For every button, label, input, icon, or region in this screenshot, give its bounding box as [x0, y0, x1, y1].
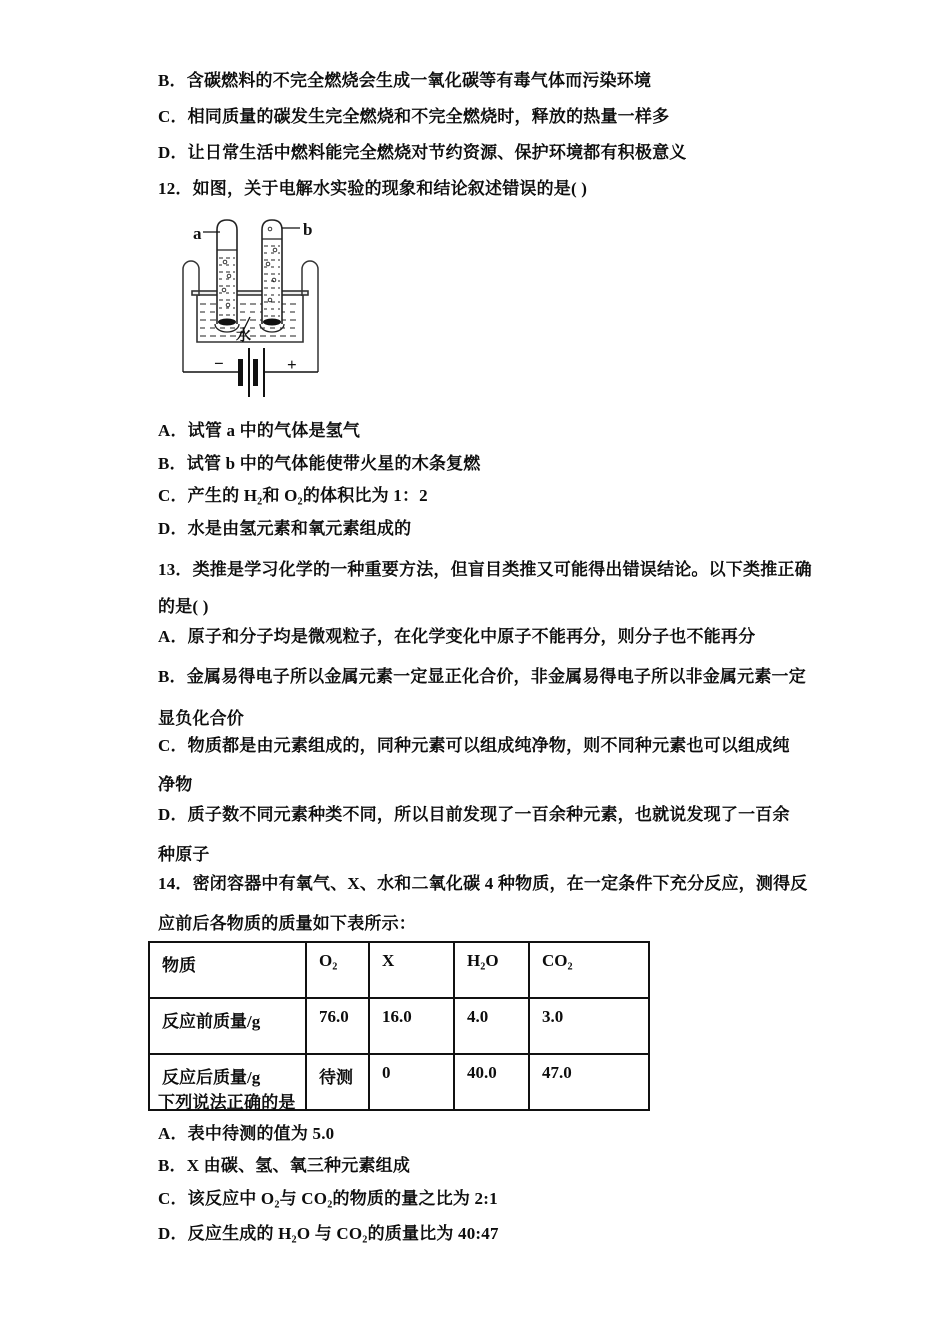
electrolysis-diagram [170, 212, 330, 407]
mass-table [148, 941, 650, 1111]
header-co2: CO₂ [529, 942, 649, 998]
q12-stem: 12．如图，关于电解水实验的现象和结论叙述错误的是( ) [158, 179, 588, 198]
electrode-a [218, 319, 236, 326]
header-h2o: H₂O [454, 942, 529, 998]
q12-option-c: C．产生的 H₂和 O₂的体积比为 1：2 [158, 486, 428, 505]
q14-option-b: B．X 由碳、氢、氧三种元素组成 [158, 1156, 411, 1175]
cell-before-h2o: 4.0 [454, 998, 529, 1054]
q11-option-b: B．含碳燃料的不完全燃烧会生成一氧化碳等有毒气体而污染环境 [158, 71, 652, 90]
test-tube-b [260, 220, 284, 332]
cell-after-co2: 47.0 [529, 1054, 649, 1110]
plus-terminal-label: + [287, 355, 297, 374]
cell-before-o2: 76.0 [306, 998, 369, 1054]
table-row-before [149, 998, 649, 1054]
q12-option-d: D．水是由氢元素和氧元素组成的 [158, 519, 412, 538]
header-o2: O₂ [306, 942, 369, 998]
q13-option-b-line2: 显负化合价 [158, 709, 244, 728]
q14-option-d: D．反应生成的 H₂O 与 CO₂的质量比为 40:47 [158, 1224, 499, 1243]
minus-terminal-label: − [214, 354, 224, 373]
q11-option-d: D．让日常生活中燃料能完全燃烧对节约资源、保护环境都有积极意义 [158, 143, 687, 162]
q11-option-c: C．相同质量的碳发生完全燃烧和不完全燃烧时，释放的热量一样多 [158, 107, 670, 126]
q12-option-a: A．试管 a 中的气体是氢气 [158, 421, 361, 440]
q14-followup: 下列说法正确的是 [158, 1093, 296, 1112]
header-substance: 物质 [149, 942, 306, 998]
water-label: 水 [236, 328, 252, 344]
tube-b-label: b [303, 220, 313, 239]
q13-option-c-line1: C．物质都是由元素组成的，同种元素可以组成纯净物，则不同种元素也可以组成纯 [158, 736, 790, 755]
cell-before-co2: 3.0 [529, 998, 649, 1054]
q14-stem-line2: 应前后各物质的质量如下表所示： [158, 914, 416, 933]
q13-option-c-line2: 净物 [158, 775, 193, 794]
header-x: X [369, 942, 454, 998]
q13-option-b-line1: B．金属易得电子所以金属元素一定显正化合价，非金属易得电子所以非金属元素一定 [158, 667, 806, 686]
test-tube-a [215, 220, 239, 332]
cell-after-x: 0 [369, 1054, 454, 1110]
tube-a-label: a [193, 224, 202, 243]
q13-option-a: A．原子和分子均是微观粒子，在化学变化中原子不能再分，则分子也不能再分 [158, 627, 756, 646]
q14-stem-line1: 14．密闭容器中有氧气、X、水和二氧化碳 4 种物质，在一定条件下充分反应，测得反 [158, 874, 808, 893]
cell-after-label: 反应后质量/g [149, 1054, 306, 1110]
electrode-b [263, 319, 281, 326]
battery [238, 348, 264, 397]
q13-stem-line2: 的是( ) [158, 597, 209, 616]
table-header-row [149, 942, 649, 998]
right-wire [302, 261, 318, 372]
cell-after-h2o: 40.0 [454, 1054, 529, 1110]
cell-before-label: 反应前质量/g [149, 998, 306, 1054]
q12-option-b: B．试管 b 中的气体能使带火星的木条复燃 [158, 454, 481, 473]
q13-option-d-line1: D．质子数不同元素种类不同，所以目前发现了一百余种元素，也就说发现了一百余 [158, 805, 790, 824]
q14-option-a: A．表中待测的值为 5.0 [158, 1124, 335, 1143]
q13-option-d-line2: 种原子 [158, 845, 210, 864]
cell-after-o2: 待测 [306, 1054, 369, 1110]
q13-stem-line1: 13．类推是学习化学的一种重要方法，但盲目类推又可能得出错误结论。以下类推正确 [158, 560, 812, 579]
q14-option-c: C．该反应中 O₂与 CO₂的物质的量之比为 2:1 [158, 1189, 498, 1208]
cell-before-x: 16.0 [369, 998, 454, 1054]
